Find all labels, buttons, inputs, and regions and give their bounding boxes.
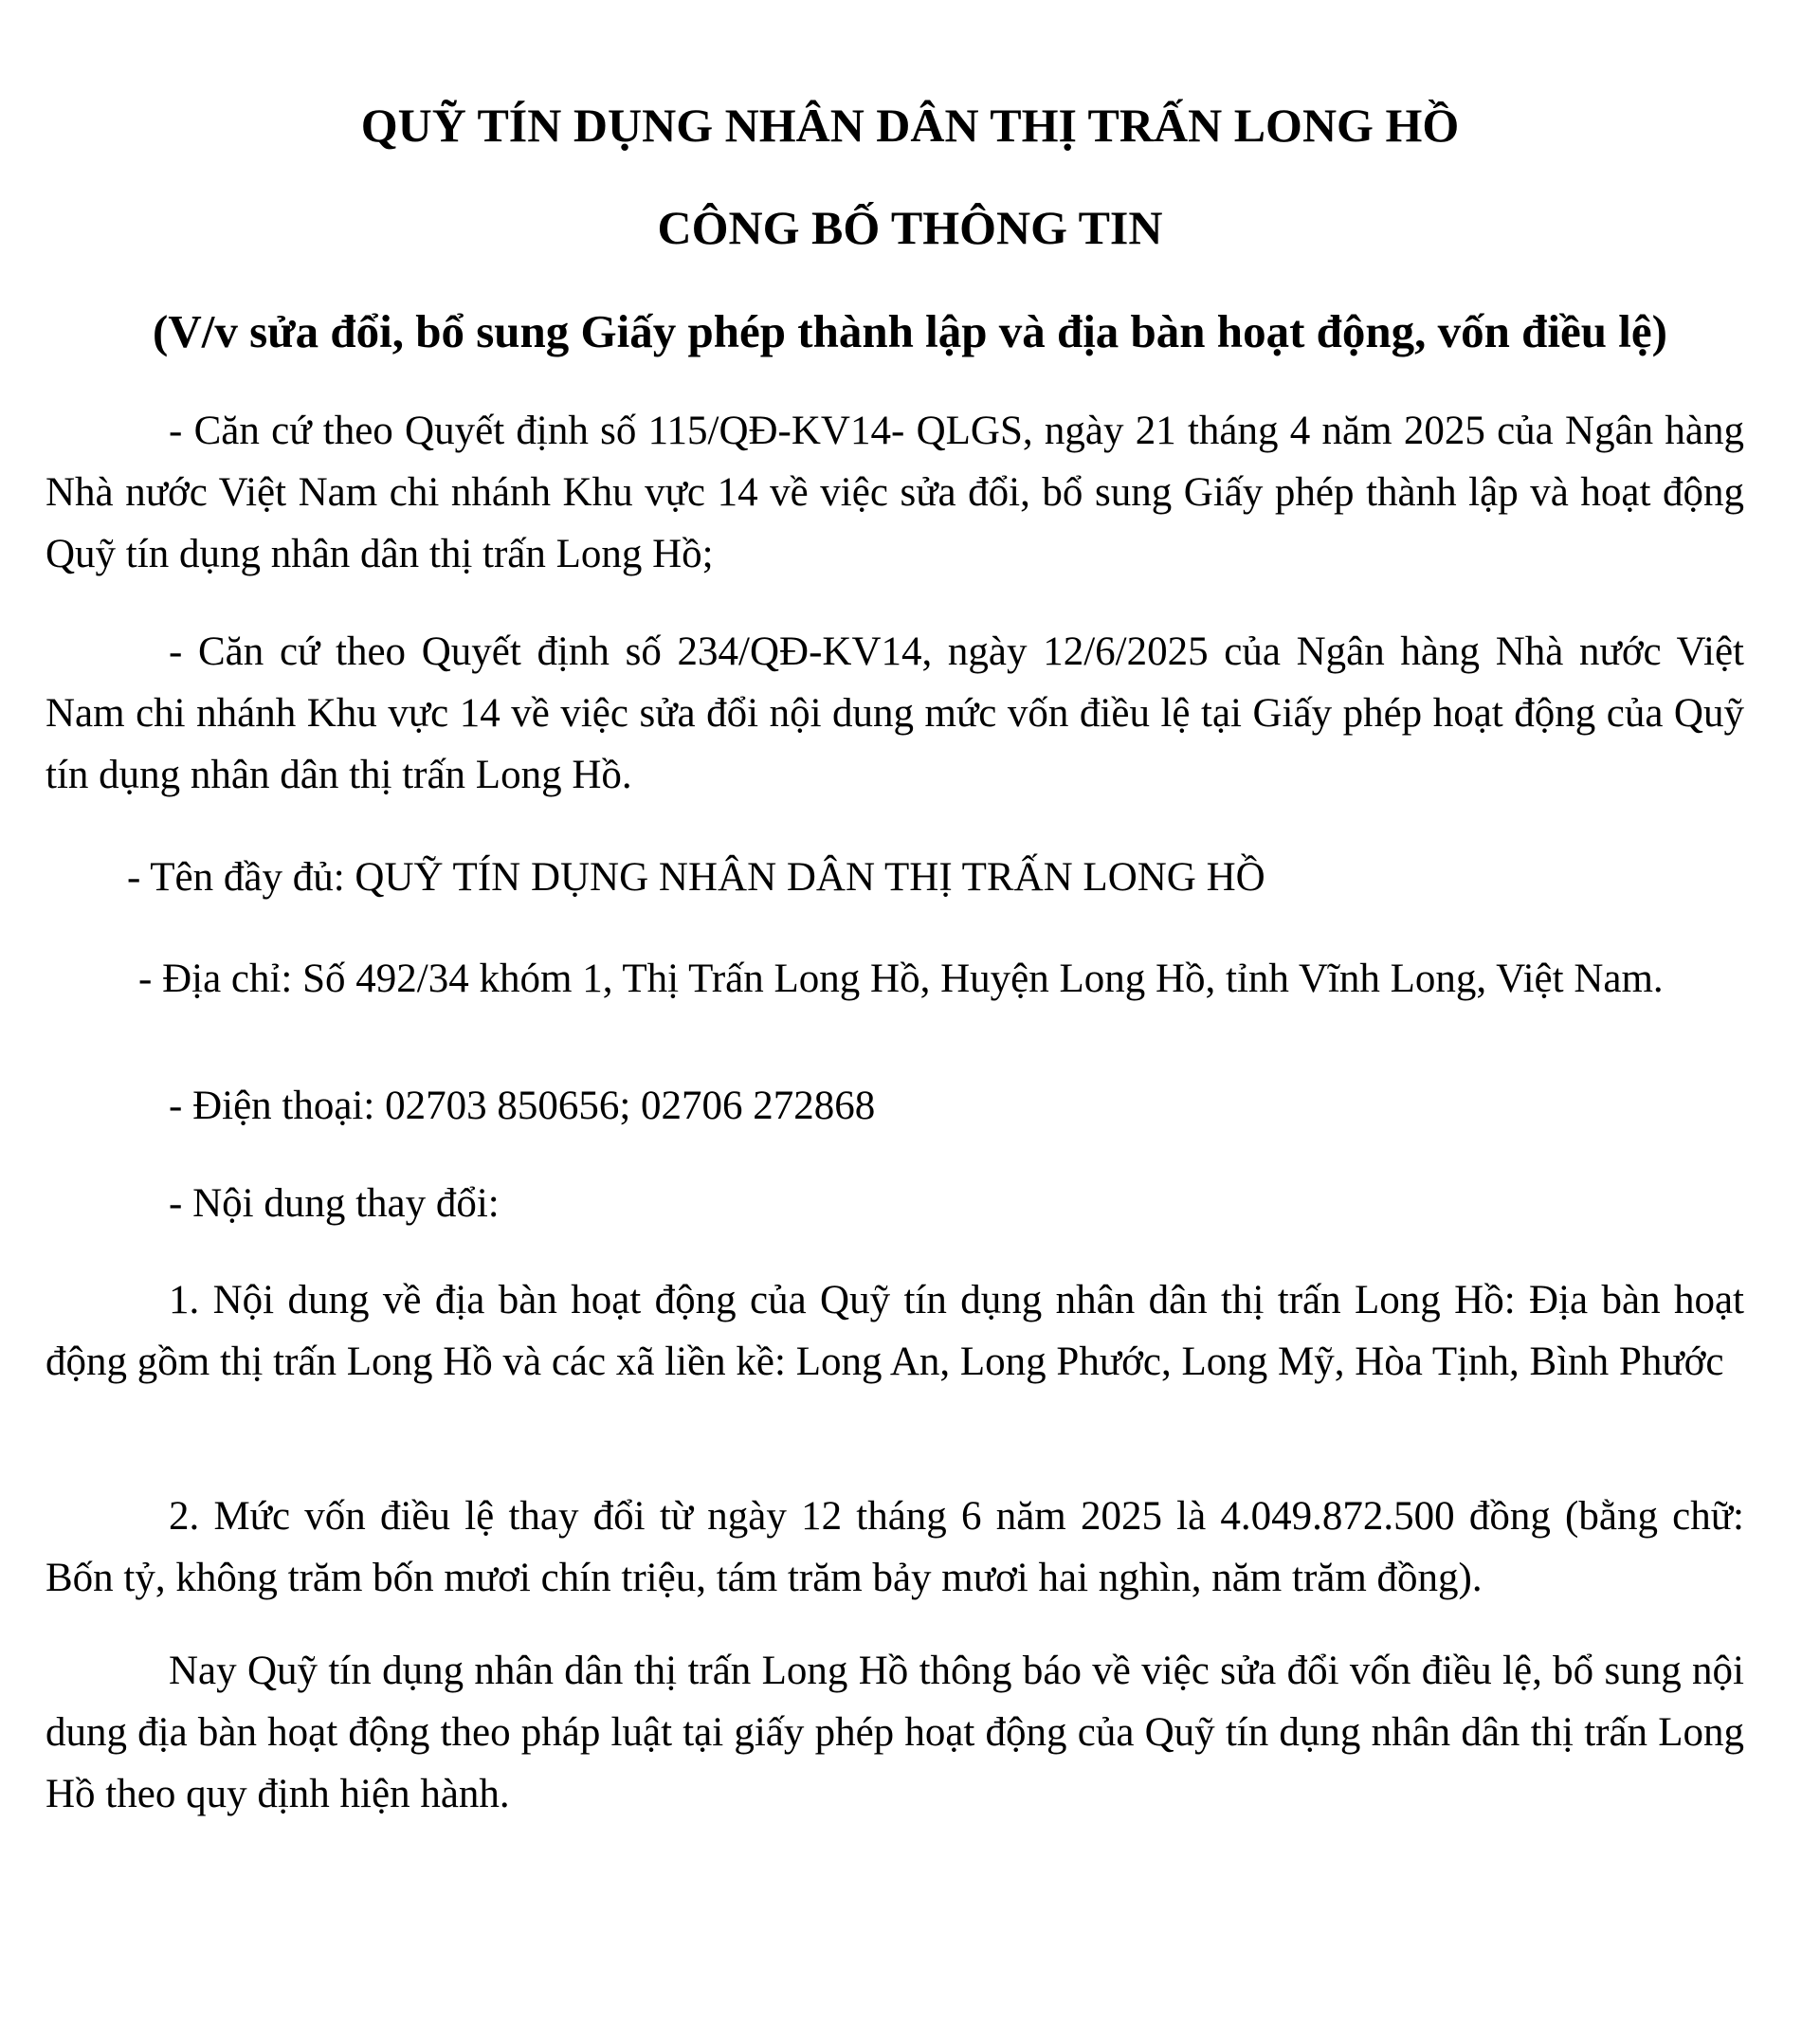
phone-line: - Điện thoại: 02703 850656; 02706 272868 (169, 1084, 876, 1128)
announcement-subject: (V/v sửa đổi, bổ sung Giấy phép thành lập và địa bàn hoạt động, vốn điều lệ) (153, 305, 1667, 357)
change-item-2: 2. Mức vốn điều lệ thay đổi từ ngày 12 tháng 6 năm 2025 là 4.049.872.500 đồng (bằng chữ: Bốn tỷ, không trăm bốn mươi chín triệu, tám trăm bảy mươi hai nghìn, năm trăm đồng). (46, 1494, 1744, 1600)
legal-basis-2: - Căn cứ theo Quyết định số 234/QĐ-KV14, ngày 12/6/2025 của Ngân hàng Nhà nước Việt Nam chi nhánh Khu vực 14 về việc sửa đổi nội dung mức vốn điều lệ tại Giấy phép hoạt động của Quỹ tín dụng nhân dân thị trấn Long Hồ. (46, 629, 1744, 797)
organization-title: QUỸ TÍN DỤNG NHÂN DÂN THỊ TRẤN LONG HỒ (360, 99, 1460, 152)
announcement-title: CÔNG BỐ THÔNG TIN (657, 201, 1163, 254)
address-line: - Địa chỉ: Số 492/34 khóm 1, Thị Trấn Long Hồ, Huyện Long Hồ, tỉnh Vĩnh Long, Việt Nam. (138, 957, 1664, 1001)
legal-basis-1: - Căn cứ theo Quyết định số 115/QĐ-KV14- QLGS, ngày 21 tháng 4 năm 2025 của Ngân hàng Nhà nước Việt Nam chi nhánh Khu vực 14 về việc sửa đổi, bổ sung Giấy phép thành lập và hoạt động Quỹ tín dụng nhân dân thị trấn Long Hồ; (46, 409, 1744, 576)
closing-paragraph: Nay Quỹ tín dụng nhân dân thị trấn Long Hồ thông báo về việc sửa đổi vốn điều lệ, bổ sung nội dung địa bàn hoạt động theo pháp luật tại giấy phép hoạt động của Quỹ tín dụng nhân dân thị trấn Long Hồ theo quy định hiện hành. (46, 1649, 1744, 1816)
changes-label: - Nội dung thay đổi: (169, 1181, 500, 1226)
change-item-1: 1. Nội dung về địa bàn hoạt động của Quỹ tín dụng nhân dân thị trấn Long Hồ: Địa bàn hoạt động gồm thị trấn Long Hồ và các xã liền kề: Long An, Long Phước, Long Mỹ, Hòa Tịnh, Bình Phước (46, 1278, 1744, 1384)
full-name-line: - Tên đầy đủ: QUỸ TÍN DỤNG NHÂN DÂN THỊ TRẤN LONG HỒ (127, 855, 1265, 900)
